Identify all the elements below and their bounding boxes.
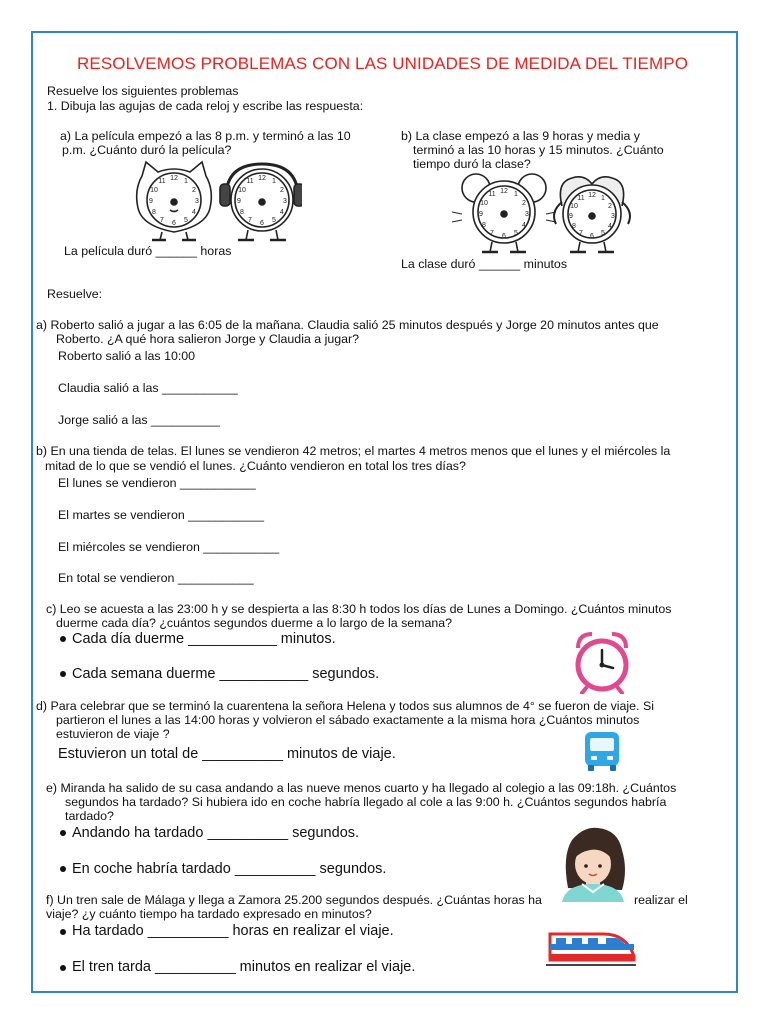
q1a-text-line1: a) La película empezó a las 8 p.m. y terminó a las 10 bbox=[60, 129, 351, 143]
cat-clock-icon bbox=[137, 162, 212, 240]
svg-text:9: 9 bbox=[237, 198, 241, 205]
svg-text:4: 4 bbox=[280, 209, 284, 216]
qf-text-line2: viaje? ¿y cuánto tiempo ha tardado expresado en minutos? bbox=[46, 907, 372, 921]
svg-text:5: 5 bbox=[272, 217, 276, 224]
bullet-dot bbox=[60, 929, 66, 935]
qe-text-line2: segundos ha tardado? Si hubiera ido en coche habría llegado al cole a las 9:00 h. ¿Cuántos segundos habría bbox=[65, 795, 667, 809]
qd-text-line2: partieron el lunes a las 14:00 horas y volvieron el sábado exactamente a la misma hora ¿Cuántos minutos bbox=[56, 713, 640, 727]
svg-text:8: 8 bbox=[572, 223, 576, 230]
svg-text:2: 2 bbox=[522, 200, 526, 207]
qf-text-line1b: realizar el bbox=[634, 893, 688, 907]
svg-text:2: 2 bbox=[280, 187, 284, 194]
q1b-text-line3: tiempo duró la clase? bbox=[413, 157, 531, 171]
svg-text:9: 9 bbox=[149, 198, 153, 205]
svg-text:11: 11 bbox=[577, 195, 585, 202]
qd-text-line1: d) Para celebrar que se terminó la cuarentena la señora Helena y todos sus alumnos de 4° se fueron de viaje. Si bbox=[36, 699, 654, 713]
qf-text-line1a: f) Un tren sale de Málaga y llega a Zamora 25.200 segundos después. ¿Cuántas horas ha bbox=[46, 893, 542, 907]
qc-text-line2: duerme cada día? ¿cuántos segundos duerme a lo largo de la semana? bbox=[56, 616, 453, 630]
intro-text: Resuelve los siguientes problemas bbox=[47, 84, 239, 98]
qb-text-line1: b) En una tienda de telas. El lunes se vendieron 42 metros; el martes 4 metros menos que el lunes y el miércoles la bbox=[36, 444, 671, 458]
qa-text-line1: a) Roberto salió a jugar a las 6:05 de la mañana. Claudia salió 25 minutos después y Jorge 20 minutos antes que bbox=[36, 318, 659, 332]
qc-text-line1: c) Leo se acuesta a las 23:00 h y se despierta a las 8:30 h todos los días de Lunes a Domingo. ¿Cuántos minutos bbox=[46, 602, 672, 616]
svg-text:12: 12 bbox=[258, 175, 266, 182]
svg-text:8: 8 bbox=[152, 209, 156, 216]
svg-text:10: 10 bbox=[238, 187, 246, 194]
svg-text:1: 1 bbox=[514, 191, 518, 198]
bus-icon bbox=[582, 730, 622, 772]
svg-text:11: 11 bbox=[158, 178, 166, 185]
qa-text-line2: Roberto. ¿A qué hora salieron Jorge y Claudia a jugar? bbox=[56, 332, 360, 346]
qb-answer-martes: El martes se vendieron ___________ bbox=[58, 508, 264, 522]
svg-text:7: 7 bbox=[490, 230, 494, 237]
clocks-illustration-a bbox=[132, 158, 302, 244]
svg-text:2: 2 bbox=[192, 187, 196, 194]
svg-text:6: 6 bbox=[260, 220, 264, 227]
bullet-dot bbox=[60, 830, 66, 836]
svg-text:3: 3 bbox=[283, 198, 287, 205]
svg-text:6: 6 bbox=[590, 233, 594, 240]
svg-text:5: 5 bbox=[514, 230, 518, 237]
worksheet-title: RESOLVEMOS PROBLEMAS CON LAS UNIDADES DE MEDIDA DEL TIEMPO bbox=[77, 54, 689, 73]
qf-bullet-hours: Ha tardado __________ horas en realizar el viaje. bbox=[72, 923, 394, 939]
qe-text-line1: e) Miranda ha salido de su casa andando a las nueve menos cuarto y ha llegado al colegio a las 09:18h. ¿Cuántos bbox=[46, 781, 677, 795]
svg-text:11: 11 bbox=[246, 178, 254, 185]
svg-text:9: 9 bbox=[479, 211, 483, 218]
q1a-text-line2: p.m. ¿Cuánto duró la película? bbox=[62, 143, 232, 157]
svg-text:7: 7 bbox=[248, 217, 252, 224]
svg-text:9: 9 bbox=[569, 213, 573, 220]
qc-bullet-daily: Cada día duerme ___________ minutos. bbox=[72, 631, 336, 647]
qb-answer-total: En total se vendieron ___________ bbox=[58, 571, 254, 585]
qc-bullet-weekly: Cada semana duerme ___________ segundos. bbox=[72, 666, 380, 682]
svg-text:1: 1 bbox=[272, 178, 276, 185]
q1b-text-line1: b) La clase empezó a las 9 horas y media y bbox=[401, 129, 640, 143]
q1b-text-line2: terminó a las 10 horas y 15 minutos. ¿Cuánto bbox=[413, 143, 664, 157]
svg-text:1: 1 bbox=[184, 178, 188, 185]
svg-text:4: 4 bbox=[522, 222, 526, 229]
qd-answer: Estuvieron un total de __________ minutos de viaje. bbox=[58, 746, 396, 762]
svg-text:3: 3 bbox=[611, 213, 615, 220]
svg-text:2: 2 bbox=[608, 203, 612, 210]
qa-answer-claudia: Claudia salió a las ___________ bbox=[58, 381, 238, 395]
svg-text:8: 8 bbox=[482, 222, 486, 229]
svg-text:12: 12 bbox=[170, 175, 178, 182]
svg-text:4: 4 bbox=[192, 209, 196, 216]
svg-text:12: 12 bbox=[588, 192, 596, 199]
mouse-clock-icon bbox=[452, 174, 556, 252]
qa-answer-jorge: Jorge salió a las __________ bbox=[58, 413, 220, 427]
q1a-answer: La película duró ______ horas bbox=[64, 244, 232, 258]
svg-text:10: 10 bbox=[480, 200, 488, 207]
svg-text:1: 1 bbox=[601, 195, 605, 202]
svg-text:6: 6 bbox=[502, 233, 506, 240]
svg-text:3: 3 bbox=[525, 211, 529, 218]
alarm-clock-icon bbox=[570, 630, 634, 694]
bullet-dot bbox=[60, 965, 66, 971]
svg-text:11: 11 bbox=[488, 191, 496, 198]
q1-heading: 1. Dibuja las agujas de cada reloj y escribe las respuesta: bbox=[47, 99, 364, 113]
girl-avatar-icon bbox=[558, 826, 630, 902]
svg-text:6: 6 bbox=[172, 220, 176, 227]
clocks-illustration-b bbox=[452, 172, 648, 256]
qd-text-line3: estuvieron de viaje ? bbox=[56, 727, 170, 741]
svg-text:4: 4 bbox=[608, 223, 612, 230]
qb-text-line2: mitad de lo que se vendió el lunes. ¿Cuánto vendieron en total los tres días? bbox=[45, 459, 466, 473]
q1b-answer: La clase duró ______ minutos bbox=[401, 257, 568, 271]
bullet-dot bbox=[60, 866, 66, 872]
bullet-dot bbox=[60, 636, 66, 642]
train-icon bbox=[546, 930, 636, 968]
qe-bullet-car: En coche habría tardado __________ segundos. bbox=[72, 861, 387, 877]
svg-text:10: 10 bbox=[150, 187, 158, 194]
resuelve-heading: Resuelve: bbox=[47, 287, 103, 301]
svg-text:12: 12 bbox=[500, 188, 508, 195]
bullet-dot bbox=[60, 671, 66, 677]
qb-answer-miercoles: El miércoles se vendieron ___________ bbox=[58, 540, 280, 554]
qe-text-line3: tardado? bbox=[65, 809, 114, 823]
qb-answer-lunes: El lunes se vendieron ___________ bbox=[58, 476, 256, 490]
svg-text:8: 8 bbox=[240, 209, 244, 216]
qe-bullet-walking: Andando ha tardado __________ segundos. bbox=[72, 825, 360, 841]
svg-text:7: 7 bbox=[160, 217, 164, 224]
svg-text:3: 3 bbox=[195, 198, 199, 205]
svg-text:10: 10 bbox=[570, 203, 578, 210]
bunny-clock-icon bbox=[554, 177, 630, 252]
svg-text:5: 5 bbox=[601, 230, 605, 237]
qf-bullet-minutes: El tren tarda __________ minutos en realizar el viaje. bbox=[72, 959, 416, 975]
svg-text:7: 7 bbox=[579, 230, 583, 237]
svg-text:5: 5 bbox=[184, 217, 188, 224]
qa-answer-roberto: Roberto salió a las 10:00 bbox=[58, 349, 196, 363]
